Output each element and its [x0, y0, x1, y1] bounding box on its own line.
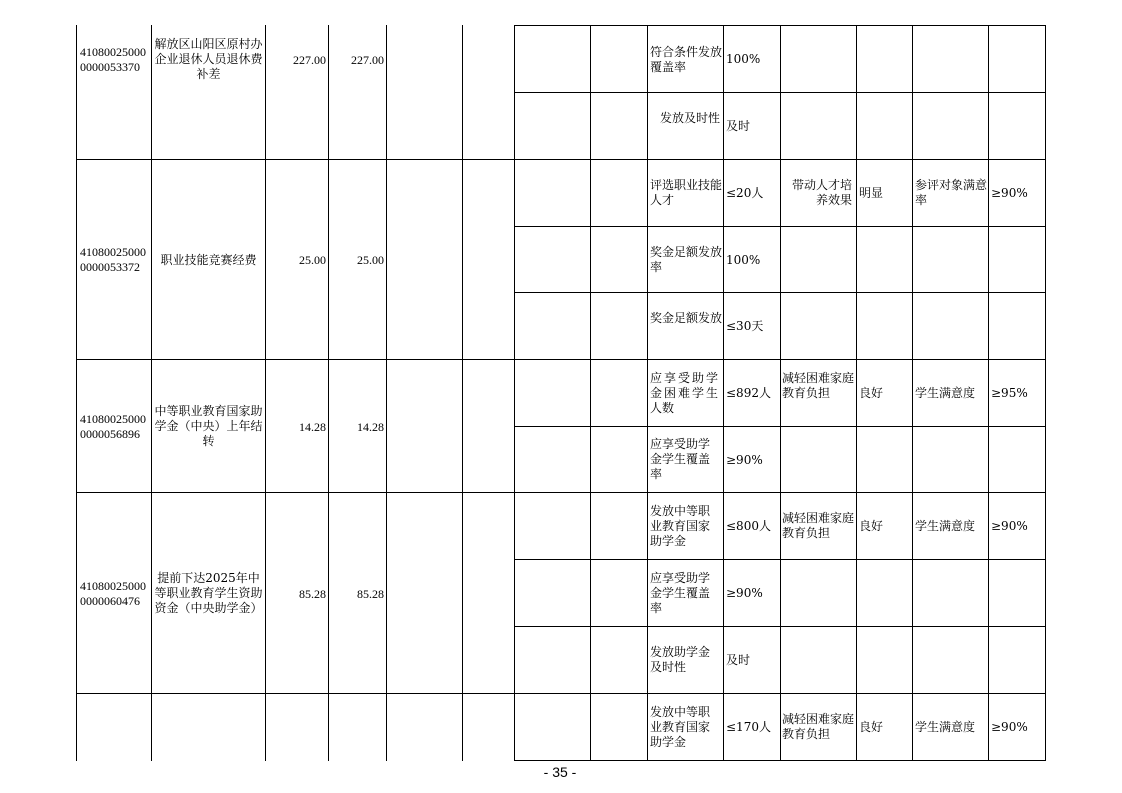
left-table-col-line	[462, 25, 463, 761]
left-table-row-line	[76, 693, 514, 694]
satisfaction-value: ≥90%	[991, 519, 1028, 533]
indicator-value: ≤800人	[726, 519, 771, 533]
effect-value: 明显	[859, 186, 884, 200]
effect-indicator: 减轻困难家庭教育负担	[782, 371, 855, 400]
left-table-row-line	[76, 492, 514, 493]
project-name: 提前下达2025年中等职业教育学生资助资金（中央助学金）	[154, 571, 263, 615]
right-table-col-line	[856, 25, 857, 761]
output-indicator: 发放助学金及时性	[650, 645, 711, 674]
right-table-col-line	[647, 25, 648, 761]
left-table-row-line	[76, 159, 514, 160]
right-table-row-line	[514, 92, 1046, 93]
project-code: 41080025000 0000053370	[80, 45, 146, 74]
indicator-value: ≥90%	[726, 453, 763, 467]
right-table-row-line	[514, 626, 1046, 627]
left-table-col-line	[328, 25, 329, 761]
project-code: 41080025000 0000053372	[80, 245, 146, 274]
left-table-col-line	[265, 25, 266, 761]
satisfaction-value: ≥90%	[991, 720, 1028, 734]
left-table-border	[76, 25, 77, 761]
right-table-col-line	[723, 25, 724, 761]
effect-value: 良好	[859, 519, 884, 533]
right-table-row-line	[514, 492, 1046, 493]
right-table-row-line	[514, 292, 1046, 293]
effect-indicator: 带动人才培养效果	[791, 178, 852, 207]
right-table-row-line	[514, 760, 1046, 761]
output-indicator: 应享受助学金学生覆盖率	[650, 571, 711, 615]
amount-total: 25.00	[299, 253, 326, 267]
amount-fiscal: 14.28	[357, 420, 384, 434]
output-indicator: 发放及时性	[659, 111, 720, 125]
satisfaction-indicator: 学生满意度	[915, 386, 976, 400]
amount-total: 227.00	[293, 53, 326, 67]
right-table-row-line	[514, 693, 1046, 694]
left-table-col-line	[386, 25, 387, 761]
output-indicator: 发放中等职业教育国家助学金	[650, 504, 711, 548]
effect-indicator: 减轻困难家庭教育负担	[782, 712, 855, 741]
right-table-col-line	[780, 25, 781, 761]
page-number: - 35 -	[543, 764, 577, 780]
right-table-row-line	[514, 426, 1046, 427]
effect-value: 良好	[859, 720, 884, 734]
right-table-row-line	[514, 359, 1046, 360]
project-name: 中等职业教育国家助学金（中央）上年结转	[154, 404, 263, 448]
right-table-border	[514, 25, 515, 761]
indicator-value: 及时	[726, 119, 751, 133]
indicator-value: 100%	[726, 52, 761, 66]
project-code: 41080025000 0000060476	[80, 579, 146, 608]
left-table-row-line	[76, 359, 514, 360]
right-table-col-line	[988, 25, 989, 761]
amount-total: 85.28	[299, 587, 326, 601]
amount-fiscal: 85.28	[357, 587, 384, 601]
satisfaction-indicator: 学生满意度	[915, 720, 976, 734]
satisfaction-indicator: 参评对象满意率	[915, 178, 988, 207]
right-table-row-line	[514, 559, 1046, 560]
effect-value: 良好	[859, 386, 884, 400]
left-table-col-line	[151, 25, 152, 761]
amount-fiscal: 25.00	[357, 253, 384, 267]
right-table-row-line	[514, 159, 1046, 160]
indicator-value: ≤30天	[726, 319, 764, 333]
output-indicator: 奖金足额发放率	[650, 245, 723, 274]
indicator-value: ≥90%	[726, 586, 763, 600]
satisfaction-indicator: 学生满意度	[915, 519, 976, 533]
output-indicator: 发放中等职业教育国家助学金	[650, 705, 711, 749]
right-table-col-line	[912, 25, 913, 761]
project-name: 职业技能竞赛经费	[160, 253, 257, 267]
right-table-col-line	[590, 25, 591, 761]
project-code: 41080025000 0000056896	[80, 412, 146, 441]
effect-indicator: 减轻困难家庭教育负担	[782, 511, 855, 540]
project-name: 解放区山阳区原村办企业退休人员退休费补差	[154, 37, 263, 81]
output-indicator: 评选职业技能人才	[650, 178, 723, 207]
amount-fiscal: 227.00	[351, 53, 384, 67]
output-indicator: 应享受助学金困难学生人数	[650, 371, 718, 415]
output-indicator: 奖金足额发放	[650, 311, 723, 325]
indicator-value: ≤20人	[726, 186, 764, 200]
right-table-row-line	[514, 25, 1046, 26]
indicator-value: 100%	[726, 253, 761, 267]
output-indicator: 应享受助学金学生覆盖率	[650, 437, 711, 481]
satisfaction-value: ≥95%	[991, 386, 1028, 400]
right-table-row-line	[514, 226, 1046, 227]
indicator-value: 及时	[726, 653, 751, 667]
output-indicator: 符合条件发放覆盖率	[650, 45, 723, 74]
indicator-value: ≤170人	[726, 720, 771, 734]
right-table-border	[1045, 25, 1046, 761]
satisfaction-value: ≥90%	[991, 186, 1028, 200]
amount-total: 14.28	[299, 420, 326, 434]
indicator-value: ≤892人	[726, 386, 771, 400]
